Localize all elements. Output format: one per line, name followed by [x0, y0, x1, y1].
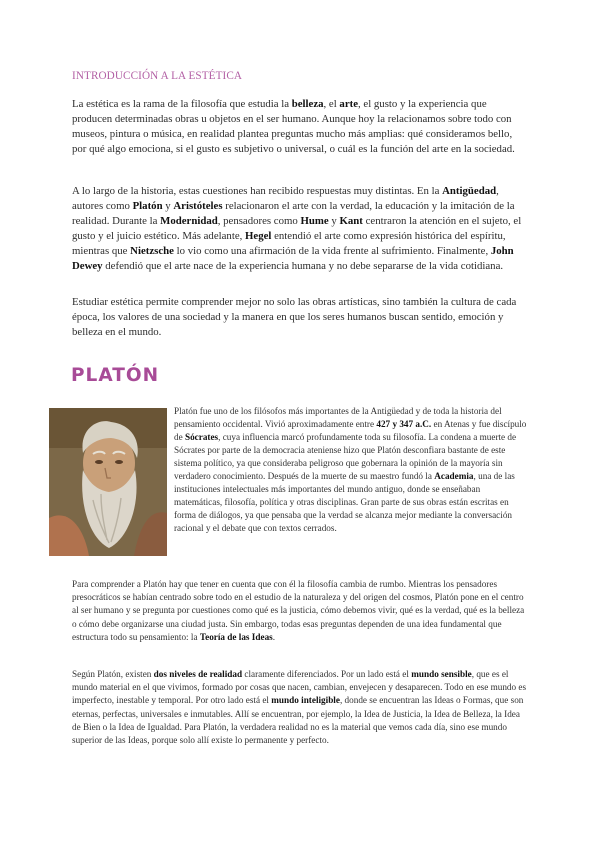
text-run: , pensadores como [217, 215, 301, 227]
bold-term: Nietzsche [130, 245, 174, 257]
plato-paragraph-2 [72, 668, 530, 747]
text-run: , cuya influencia marcó profundamente toda su filosofía. La condena a muerte de Sócrates por parte de la democracia ateniense hizo que Platón desconfiara bastante de este sistema político, ya que consideraba peligroso que gobernara la opinión de la mayoría sin verdadero conocimiento. Después de la muerte de su maestro fundó la [174, 432, 517, 481]
bold-term: Teoría de las Ideas [199, 631, 273, 642]
section-title: INTRODUCCIÓN A LA ESTÉTICA [72, 70, 243, 82]
intro-paragraph-3 [72, 295, 528, 340]
text-run: A lo largo de la historia, estas cuestiones han recibido respuestas muy distintas. En la [72, 185, 443, 197]
text-run: , donde se encuentran las Ideas o Formas, que son eternas, perfectas, universales e inmutables. Allí se encuentran, por ejemplo, la Idea de Justicia, la Idea de Belleza, la Idea de Bien o la Idea de Igualdad. Para Platón, la verdadera realidad no es la material que vemos cada día, sino ese mundo superior de las Ideas, porque solo allí existe lo permanente y perfecto. [72, 695, 524, 746]
bold-term: dos niveles de realidad [153, 669, 243, 679]
plato-heading: PLATÓN [71, 365, 160, 386]
text-run: en Atenas y fue discípulo de [174, 419, 527, 442]
text-run: defendió que el arte nace de la experiencia humana y no debe separarse de la vida cotidiana. [102, 260, 504, 272]
bold-term: Aristóteles [173, 200, 223, 212]
bold-term: John Dewey [72, 245, 514, 272]
bold-term: belleza [291, 98, 324, 110]
text-run: , autores como [72, 185, 499, 212]
bold-term: Hegel [245, 230, 272, 242]
bold-term: Academia [434, 471, 474, 481]
text-run: Para comprender a Platón hay que tener en cuenta que con él la filosofía cambia de rumbo. Mientras los pensadores presocráticos se habían centrado sobre todo en el estudio de la naturaleza y del origen del cosmos, Platón pone en el centro al ser humano y se pregunta por cuestiones como qué es la justicia, cómo debemos vivir, qué es la verdad, qué es la belleza o cómo debe organizarse una ciudad justa. Sin embargo, todas esas preguntas dependen de una idea fundamental que estructura todo su pensamiento: la [72, 579, 525, 642]
text-run: y [328, 215, 340, 227]
plato-bio-paragraph [174, 405, 528, 535]
bold-term: Antigüedad [442, 185, 497, 197]
bold-term: 427 y 347 a.C. [376, 419, 432, 429]
bold-term: Modernidad [160, 215, 218, 227]
text-run: , una de las instituciones intelectuales más importantes del mundo antiguo, donde se enseñaban matemáticas, filosofía, política y otras disciplinas. Gran parte de sus obras están escritas en forma de diálogos, ya que pensaba que la verdad se alcanza mejor mediante la conversación racional y el debate que con textos cerrados. [174, 471, 515, 533]
text-run: Estudiar estética permite comprender mejor no solo las obras artísticas, sino también la cultura de cada época, los valores de una sociedad y la manera en que los seres humanos buscan sentido, emoción y belleza en el mundo. [72, 296, 517, 338]
text-run: Según Platón, existen [72, 669, 154, 679]
plato-portrait-drawing [49, 408, 167, 556]
text-run: y [162, 200, 174, 212]
text-run: , el gusto y la experiencia que producen determinadas obras u objetos en el ser humano. Aunque hoy la relacionamos sobre todo con museos, pintura o música, en realidad plantea preguntas mucho más amplias: qué consideramos bello, por qué algo emociona, si el gusto es subjetivo o universal, o cuál es la función del arte en la sociedad. [72, 98, 515, 155]
text-run: centraron la atención en el sujeto, el gusto y el juicio estético. Más adelante, [72, 215, 522, 242]
bold-term: mundo sensible [411, 669, 472, 679]
text-run: relacionaron el arte con la verdad, la educación y la imitación de la realidad. Durante la [72, 200, 515, 227]
bold-term: Platón [132, 200, 163, 212]
plato-paragraph-1 [72, 578, 530, 644]
intro-paragraph-2 [72, 184, 528, 274]
bold-term: Kant [339, 215, 363, 227]
text-run: . [272, 631, 276, 642]
text-run: entendió el arte como expresión histórica del espíritu, mientras que [72, 230, 506, 257]
text-run: , el [323, 98, 340, 110]
text-run: Platón fue uno de los filósofos más importantes de la Antigüedad y de toda la historia del pensamiento occidental. Vivió aproximadamente entre [174, 406, 502, 429]
bold-term: arte [339, 98, 359, 110]
bold-term: Sócrates [184, 432, 219, 442]
text-run: claramente diferenciados. Por un lado está el [242, 669, 412, 679]
text-run: La estética es la rama de la filosofía que estudia la [72, 98, 292, 110]
text-run: lo vio como una afirmación de la vida frente al sufrimiento. Finalmente, [173, 245, 491, 257]
plato-portrait [49, 408, 167, 556]
bold-term: Hume [300, 215, 329, 227]
intro-paragraph-1 [72, 97, 528, 157]
bold-term: mundo inteligible [271, 695, 340, 706]
text-run: , que es el mundo material en el que vivimos, formado por cosas que nacen, cambian, envejecen y desaparecen. Todo en ese mundo es imperfecto, inestable y temporal. Por otro lado está el [72, 669, 527, 706]
